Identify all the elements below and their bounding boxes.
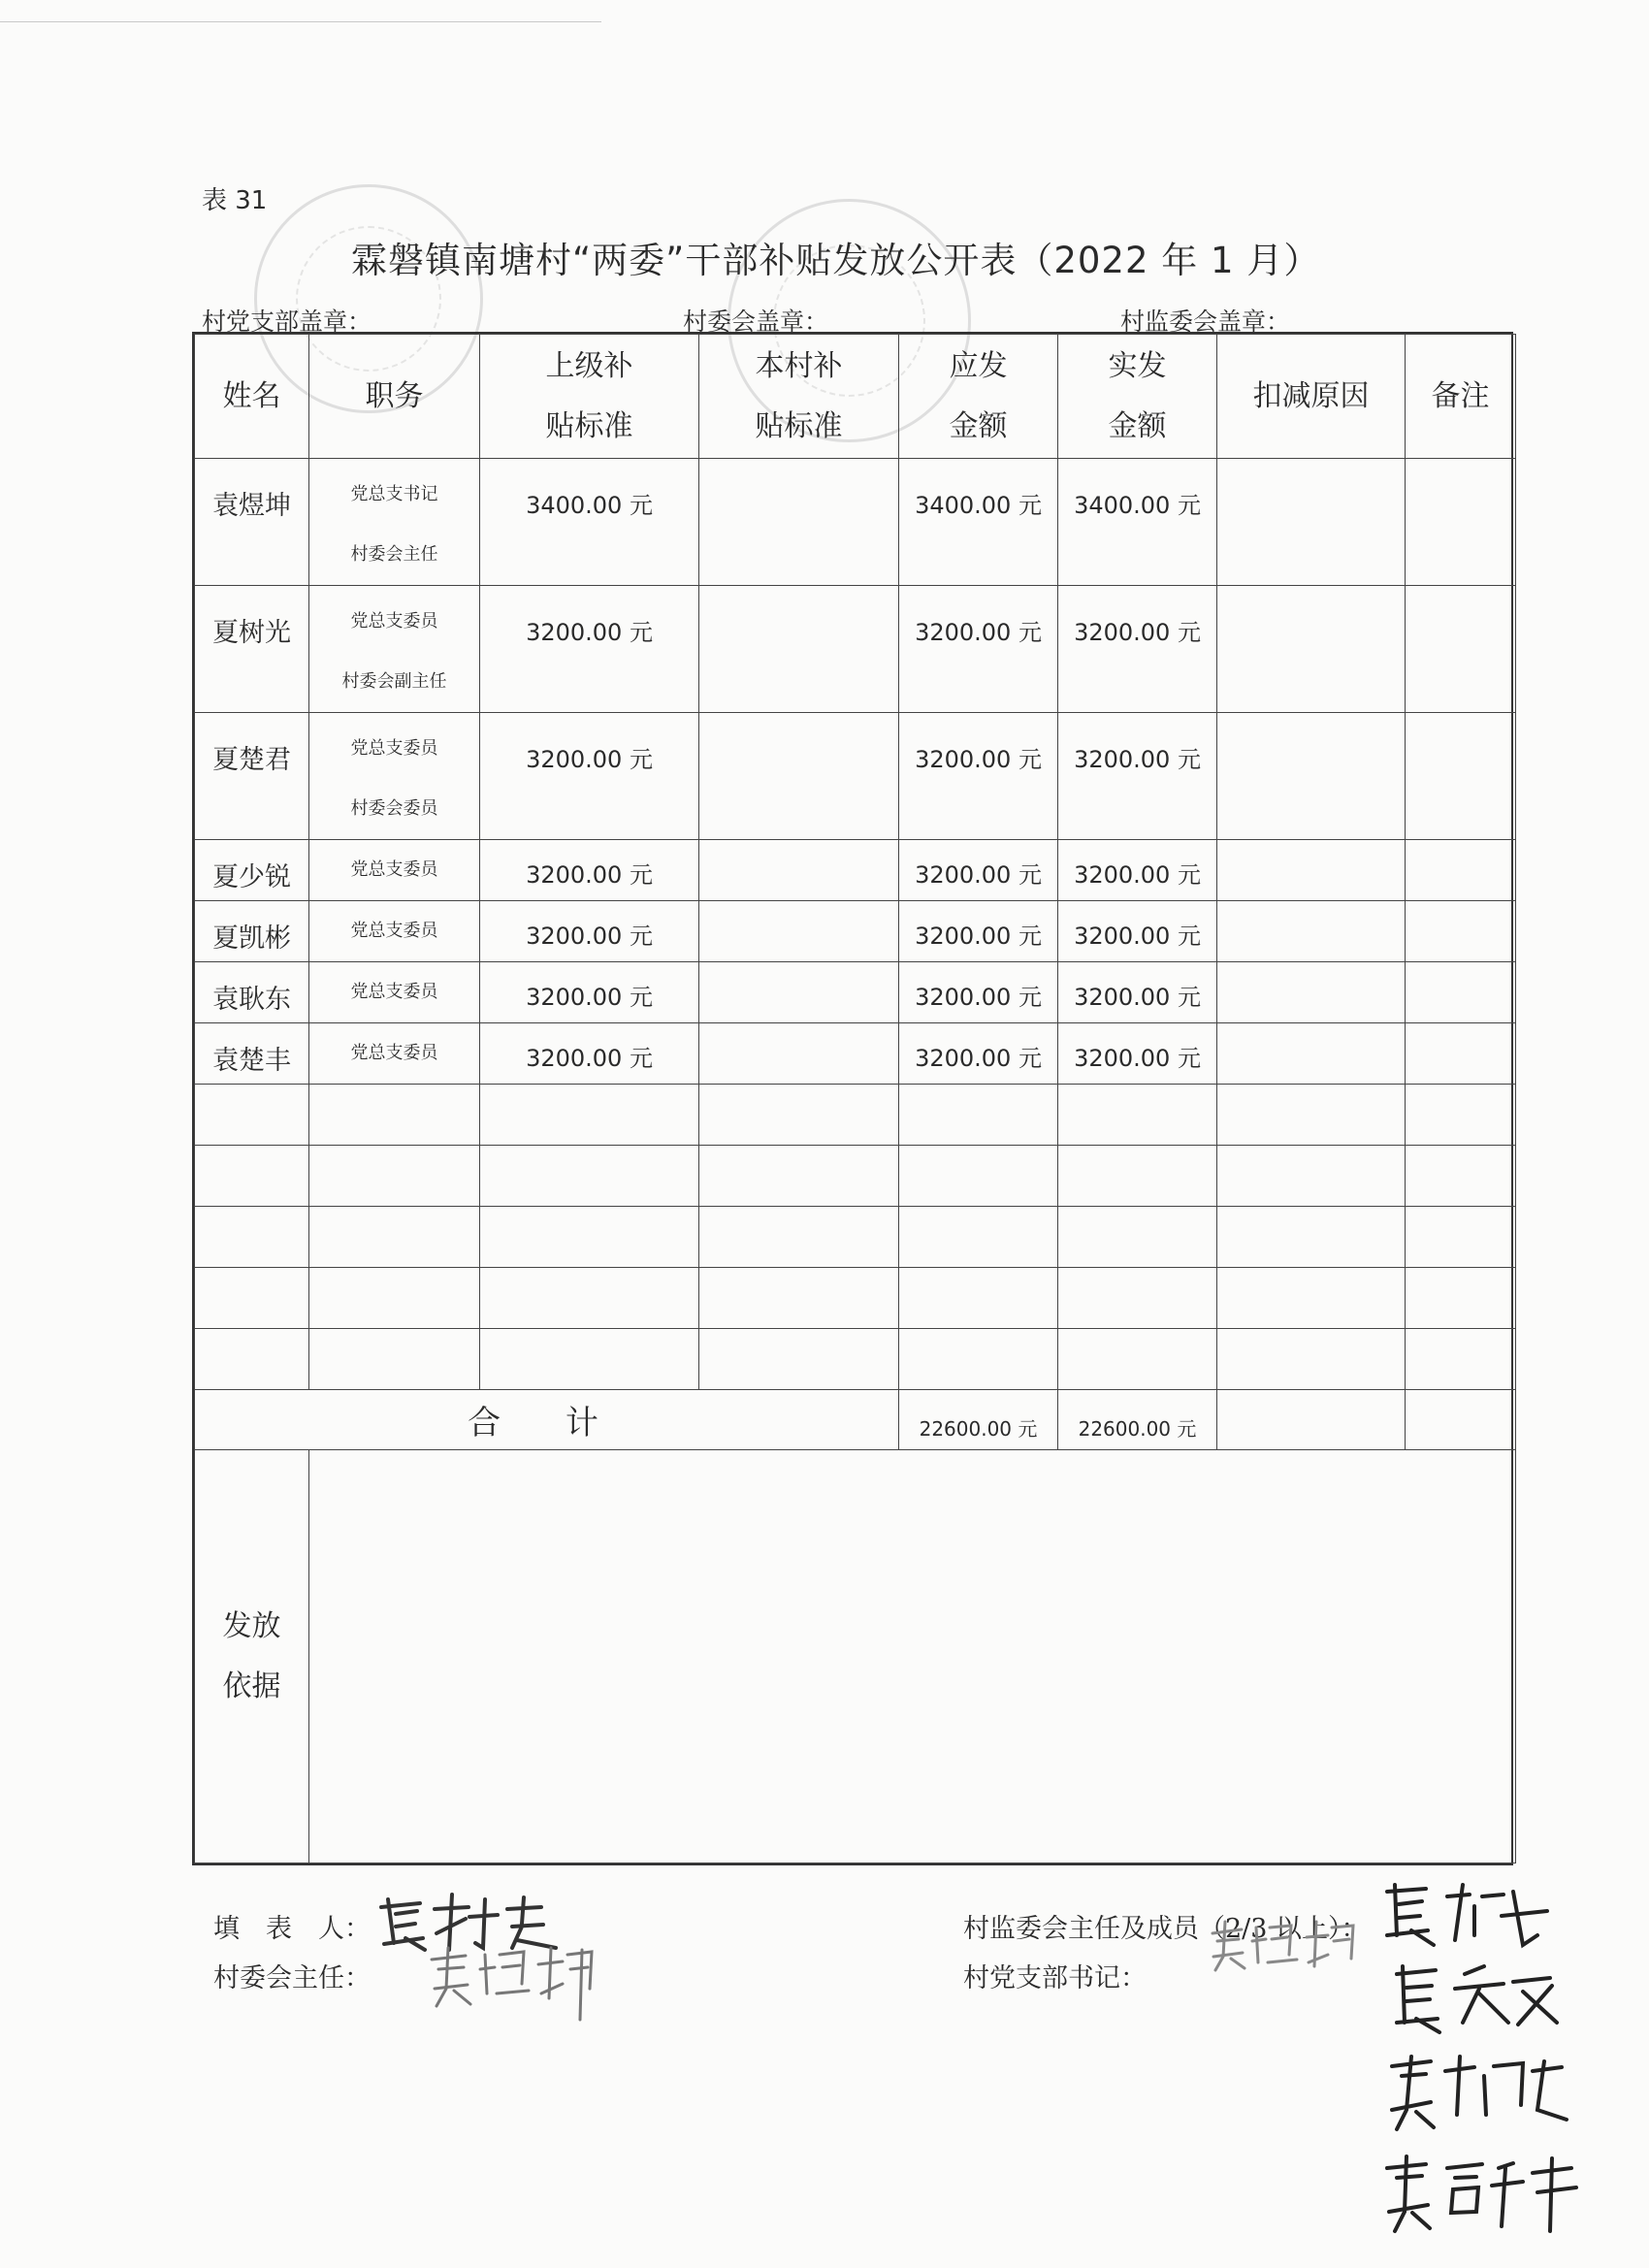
cell-actual: 3200.00 元	[1058, 713, 1217, 840]
cell-village-standard	[699, 840, 899, 901]
cell-actual: 3400.00 元	[1058, 459, 1217, 586]
total-label: 合 计	[195, 1390, 899, 1450]
party-branch-seal-label: 村党支部盖章：	[202, 308, 372, 336]
cell-deduction-reason	[1217, 586, 1406, 713]
party-secretary-signature	[1208, 1916, 1363, 1978]
cell-payable: 3200.00 元	[899, 901, 1058, 962]
total-payable: 22600.00 元	[899, 1390, 1058, 1450]
empty-row	[195, 1268, 1516, 1329]
cell-upper-standard: 3400.00 元	[480, 459, 699, 586]
basis-row	[195, 1450, 1516, 1863]
cell-name: 夏树光	[195, 586, 309, 713]
cell-position: 党总支委员 村委会副主任	[309, 586, 480, 713]
header-name: 姓名	[195, 335, 309, 459]
empty-row	[195, 1207, 1516, 1268]
cell-actual: 3200.00 元	[1058, 586, 1217, 713]
cell-payable: 3200.00 元	[899, 840, 1058, 901]
cell-upper-standard: 3200.00 元	[480, 1023, 699, 1085]
supervision-members-signatures	[1377, 1877, 1600, 2250]
cell-actual: 3200.00 元	[1058, 1023, 1217, 1085]
empty-row	[195, 1085, 1516, 1146]
header-position: 职务	[309, 335, 480, 459]
cell-name: 夏楚君	[195, 713, 309, 840]
cell-remarks	[1406, 713, 1516, 840]
cell-payable: 3200.00 元	[899, 962, 1058, 1023]
committee-director-signature	[427, 1940, 601, 2026]
basis-label: 发放 依据	[195, 1450, 309, 1863]
cell-upper-standard: 3200.00 元	[480, 962, 699, 1023]
cell-position: 党总支书记 村委会主任	[309, 459, 480, 586]
cell-name: 夏少锐	[195, 840, 309, 901]
cell-upper-standard: 3200.00 元	[480, 901, 699, 962]
table-row	[195, 459, 1516, 586]
cell-actual: 3200.00 元	[1058, 901, 1217, 962]
cell-remarks	[1406, 459, 1516, 586]
cell-village-standard	[699, 586, 899, 713]
cell-name: 袁楚丰	[195, 1023, 309, 1085]
cell-upper-standard: 3200.00 元	[480, 586, 699, 713]
table-row	[195, 901, 1516, 962]
subsidy-table	[192, 332, 1513, 1865]
cell-payable: 3400.00 元	[899, 459, 1058, 586]
cell-upper-standard: 3200.00 元	[480, 713, 699, 840]
table-row	[195, 1023, 1516, 1085]
empty-row	[195, 1329, 1516, 1390]
table-row	[195, 586, 1516, 713]
document-title: 霖磐镇南塘村“两委”干部补贴发放公开表（2022 年 1 月）	[351, 240, 1321, 281]
supervision-seal-label: 村监委会盖章：	[1120, 308, 1291, 336]
table-row	[195, 840, 1516, 901]
table-row	[195, 713, 1516, 840]
cell-deduction-reason	[1217, 840, 1406, 901]
cell-deduction-reason	[1217, 962, 1406, 1023]
basis-content	[309, 1450, 1516, 1863]
header-actual: 实发 金额	[1058, 335, 1217, 459]
empty-row	[195, 1146, 1516, 1207]
cell-payable: 3200.00 元	[899, 713, 1058, 840]
cell-upper-standard: 3200.00 元	[480, 840, 699, 901]
committee-director-label: 村委会主任：	[213, 1963, 371, 1993]
cell-position: 党总支委员	[309, 962, 480, 1023]
supervision-members-label: 村监委会主任及成员（2/3 以上）：	[963, 1914, 1368, 1944]
cell-remarks	[1406, 962, 1516, 1023]
filler-label: 填 表 人：	[213, 1914, 371, 1944]
header-upper-standard: 上级补 贴标准	[480, 335, 699, 459]
cell-payable: 3200.00 元	[899, 586, 1058, 713]
cell-village-standard	[699, 901, 899, 962]
cell-remarks	[1406, 901, 1516, 962]
cell-village-standard	[699, 459, 899, 586]
cell-deduction-reason	[1217, 1023, 1406, 1085]
cell-remarks	[1406, 1023, 1516, 1085]
cell-actual: 3200.00 元	[1058, 962, 1217, 1023]
cell-position: 党总支委员 村委会委员	[309, 713, 480, 840]
header-deduction-reason: 扣减原因	[1217, 335, 1406, 459]
cell-payable: 3200.00 元	[899, 1023, 1058, 1085]
cell-remarks	[1406, 586, 1516, 713]
village-committee-seal-label: 村委会盖章：	[683, 308, 829, 336]
cell-name: 袁耿东	[195, 962, 309, 1023]
cell-position: 党总支委员	[309, 1023, 480, 1085]
form-number: 表 31	[202, 186, 268, 215]
total-actual: 22600.00 元	[1058, 1390, 1217, 1450]
cell-village-standard	[699, 962, 899, 1023]
party-secretary-label: 村党支部书记：	[963, 1963, 1147, 1993]
cell-deduction-reason	[1217, 713, 1406, 840]
header-payable: 应发 金额	[899, 335, 1058, 459]
cell-remarks	[1406, 840, 1516, 901]
header-village-standard: 本村补 贴标准	[699, 335, 899, 459]
cell-deduction-reason	[1217, 901, 1406, 962]
cell-deduction-reason	[1217, 459, 1406, 586]
table-row	[195, 962, 1516, 1023]
cell-village-standard	[699, 1023, 899, 1085]
header-remarks: 备注	[1406, 335, 1516, 459]
cell-village-standard	[699, 713, 899, 840]
cell-actual: 3200.00 元	[1058, 840, 1217, 901]
total-row	[195, 1390, 1516, 1450]
cell-position: 党总支委员	[309, 840, 480, 901]
cell-name: 袁煜坤	[195, 459, 309, 586]
header-row	[195, 335, 1516, 459]
cell-name: 夏凯彬	[195, 901, 309, 962]
scan-top-line	[0, 21, 601, 22]
cell-position: 党总支委员	[309, 901, 480, 962]
